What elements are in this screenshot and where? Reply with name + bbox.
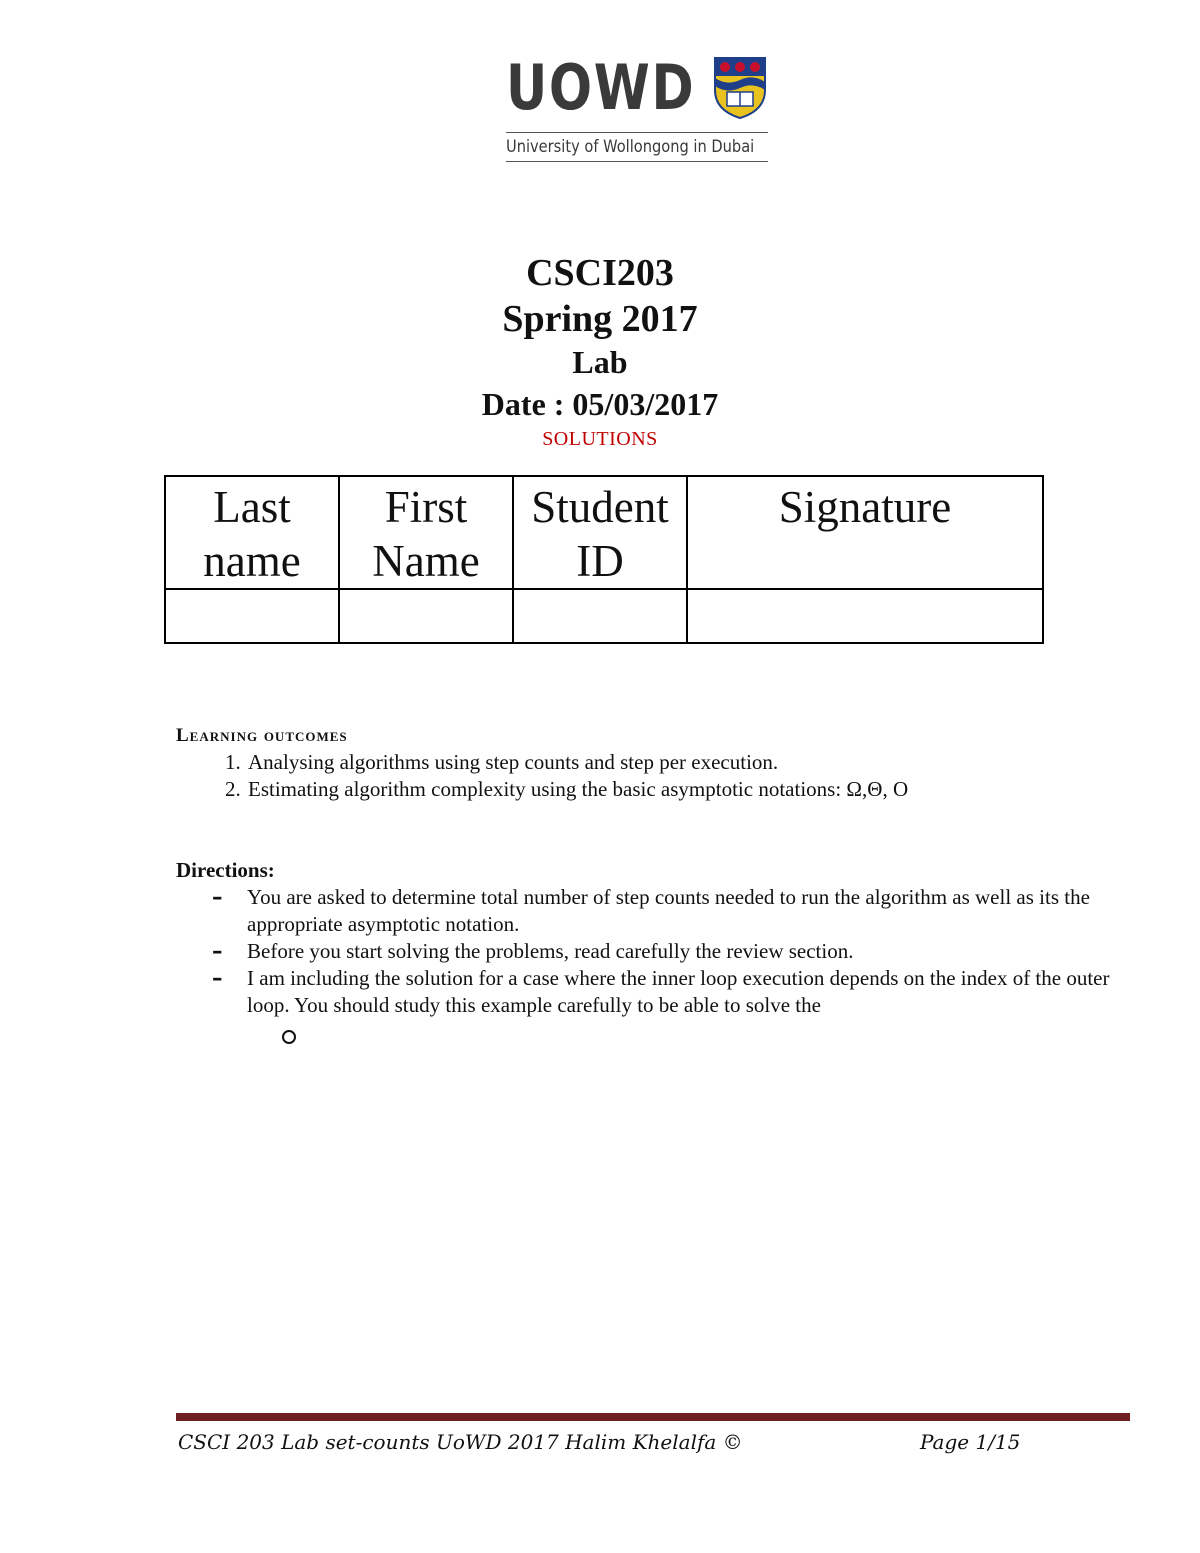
document-type: Lab (572, 344, 628, 380)
course-code: CSCI203 (526, 252, 674, 294)
lab-date: Date : 05/03/2017 (481, 386, 719, 422)
header-last-name: Last name (165, 476, 339, 589)
cell-signature[interactable] (687, 589, 1043, 643)
page-number: Page 1/15 (920, 1430, 1021, 1454)
learning-outcomes-heading: Learning outcomes (176, 725, 348, 746)
list-item: – Before you start solving the problems, read carefully the review section. (212, 939, 854, 963)
student-info-table (164, 475, 1044, 644)
title-block (0, 250, 1200, 452)
list-item: – I am including the solution for a case where the inner loop execution depends on the index of the outer loop. You should study this example carefully to be able to solve the (212, 966, 1110, 1017)
header-first-name: First Name (339, 476, 513, 589)
directions-section (176, 857, 1136, 1019)
term: Spring 2017 (502, 298, 698, 340)
logo-rule-top (506, 132, 768, 133)
logo-tagline: University of Wollongong in Dubai (506, 137, 755, 157)
solutions-label: SOLUTIONS (542, 428, 658, 450)
hollow-bullet-icon (282, 1030, 296, 1044)
dash-bullet-icon: – (212, 885, 223, 909)
list-item: 2. Estimating algorithm complexity using the basic asymptotic notations: Ω,Θ, O (246, 776, 1136, 803)
university-logo (506, 51, 768, 166)
cell-student-id[interactable] (513, 589, 687, 643)
header-student-id: Student ID (513, 476, 687, 589)
directions-list (176, 884, 1136, 1019)
list-item: – You are asked to determine total number of step counts needed to run the algorithm as well as its the appropriate asymptotic notation. (212, 885, 1090, 936)
logo-wordmark: UOWD (506, 51, 696, 124)
directions-heading: Directions: (176, 858, 275, 882)
university-crest-icon (713, 56, 767, 120)
list-item: 1. Analysing algorithms using step counts and step per execution. (246, 749, 1136, 776)
cell-first-name[interactable] (339, 589, 513, 643)
learning-outcomes-list (176, 749, 1136, 803)
cell-last-name[interactable] (165, 589, 339, 643)
dash-bullet-icon: – (212, 966, 223, 990)
footer-credit: CSCI 203 Lab set-counts UoWD 2017 Halim Khelalfa © (178, 1430, 743, 1454)
footer-rule (176, 1413, 1130, 1421)
dash-bullet-icon: – (212, 939, 223, 963)
header-signature: Signature (687, 476, 1043, 589)
table-header-row (165, 476, 1043, 589)
logo-rule-bottom (506, 161, 768, 162)
table-row (165, 589, 1043, 643)
learning-outcomes-section (176, 722, 1136, 803)
